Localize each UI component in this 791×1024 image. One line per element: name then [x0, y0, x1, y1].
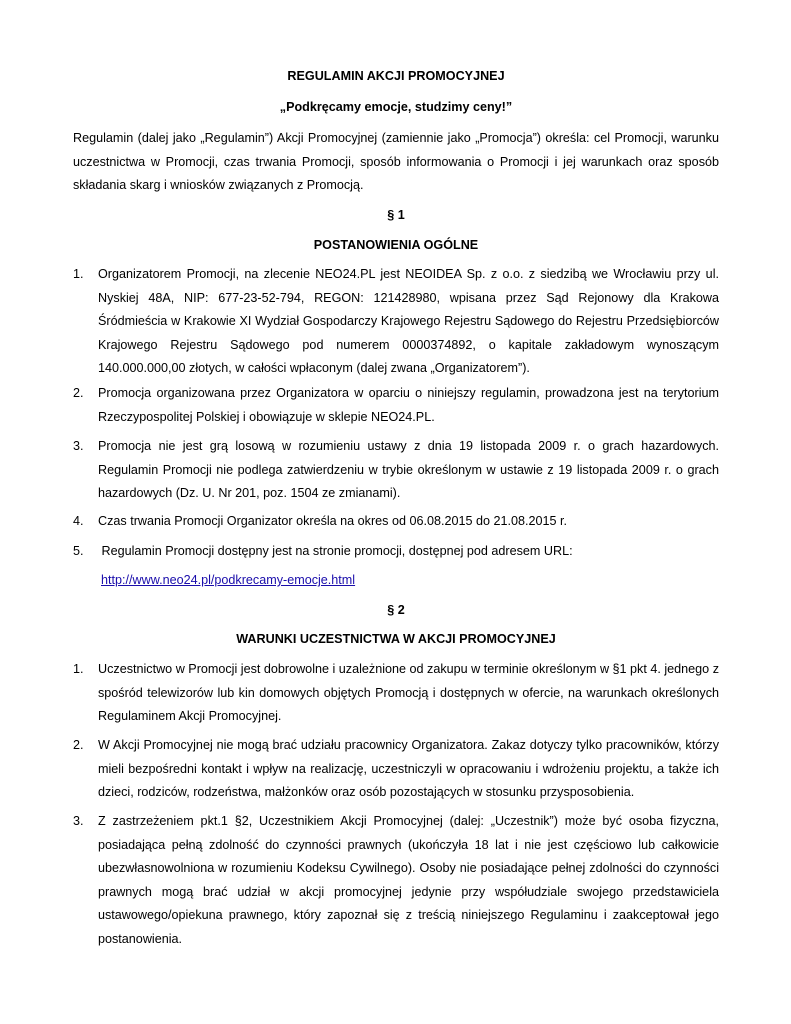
section-1-heading: POSTANOWIENIA OGÓLNE [313, 238, 479, 252]
item-number: 2. [73, 738, 84, 752]
item-number: 4. [73, 514, 84, 528]
document-title: REGULAMIN AKCJI PROMOCYJNEJ [287, 69, 505, 83]
item-text: Uczestnictwo w Promocji jest dobrowolne i uzależnione od zakupu w terminie określonym w §1 pkt 4. jednego z spośród telewizorów lub kin domowych objętych Promocją i dostępnych w ofercie, na warunkach określonych Regulaminem Akcji Promocyjnej. [98, 662, 719, 723]
item-text: Regulamin Promocji dostępny jest na stronie promocji, dostępnej pod adresem URL: [98, 544, 573, 558]
item-text: Czas trwania Promocji Organizator określa na okres od 06.08.2015 do 21.08.2015 r. [98, 514, 568, 528]
promotion-url-link[interactable]: http://www.neo24.pl/podkrecamy-emocje.html [101, 573, 356, 587]
item-text: Promocja nie jest grą losową w rozumieniu ustawy z dnia 19 listopada 2009 r. o grach hazardowych. Regulamin Promocji nie podlega zatwierdzeniu w trybie określonym w ustawie z 19 listopada 2009 r. o grach hazardowych (Dz. U. Nr 201, poz. 1504 ze zmianami). [98, 439, 719, 500]
section-1-mark: § 1 [387, 208, 405, 222]
item-number: 3. [73, 814, 84, 828]
item-number: 3. [73, 439, 84, 453]
item-text: W Akcji Promocyjnej nie mogą brać udziału pracownicy Organizatora. Zakaz dotyczy tylko pracowników, którzy mieli bezpośredni kontakt i wpływ na realizację, uczestniczyli w opracowaniu i wdrożeniu projektu, a także ich dzieci, rodziców, rodzeństwa, małżonków oraz osób pozostających w stosunku przysposobienia. [98, 738, 719, 799]
item-number: 1. [73, 267, 84, 281]
section-2-heading: WARUNKI UCZESTNICTWA W AKCJI PROMOCYJNEJ [236, 632, 556, 646]
item-number: 5. [73, 544, 84, 558]
item-number: 2. [73, 386, 84, 400]
item-number: 1. [73, 662, 84, 676]
document-subtitle: „Podkręcamy emocje, studzimy ceny!” [279, 100, 513, 114]
section-2-mark: § 2 [387, 603, 405, 617]
item-text: Promocja organizowana przez Organizatora w oparciu o niniejszy regulamin, prowadzona jest na terytorium Rzeczypospolitej Polskiej i obowiązuje w sklepie NEO24.PL. [98, 386, 719, 424]
intro-paragraph: Regulamin (dalej jako „Regulamin”) Akcji Promocyjnej (zamiennie jako „Promocja”) określa: cel Promocji, warunku uczestnictwa w Promocji, czas trwania Promocji, sposób informowania o Promocji i jej warunkach oraz sposób składania skarg i wniosków związanych z Promocją. [73, 131, 719, 192]
item-text: Z zastrzeżeniem pkt.1 §2, Uczestnikiem Akcji Promocyjnej (dalej: „Uczestnik”) może być osoba fizyczna, posiadająca pełną zdolność do czynności prawnych (ukończyła 18 lat i nie jest częściowo lub całkowicie ubezwłasnowolniona w rozumieniu Kodeksu Cywilnego). Osoby nie posiadające pełnej zdolności do czynności prawnych mogą brać udział w akcji promocyjnej jedynie przy współudziale swojego przedstawiciela ustawowego/opiekuna prawnego, który zapoznał się z treścią niniejszego Regulaminu i zaakceptował jego postanowienia. [98, 814, 719, 946]
item-text: Organizatorem Promocji, na zlecenie NEO24.PL jest NEOIDEA Sp. z o.o. z siedzibą we Wrocławiu przy ul. Nyskiej 48A, NIP: 677-23-52-794, REGON: 121428980, wpisana przez Sąd Rejonowy dla Krakowa Śródmieścia w Krakowie XI Wydział Gospodarczy Krajowego Rejestru Sądowego do Rejestru Przedsiębiorców Krajowego Rejestru Sądowego pod numerem 0000374892, o kapitale zakładowym wynoszącym 140.000.000,00 złotych, w całości wpłaconym (dalej zwana „Organizatorem”). [98, 267, 719, 375]
